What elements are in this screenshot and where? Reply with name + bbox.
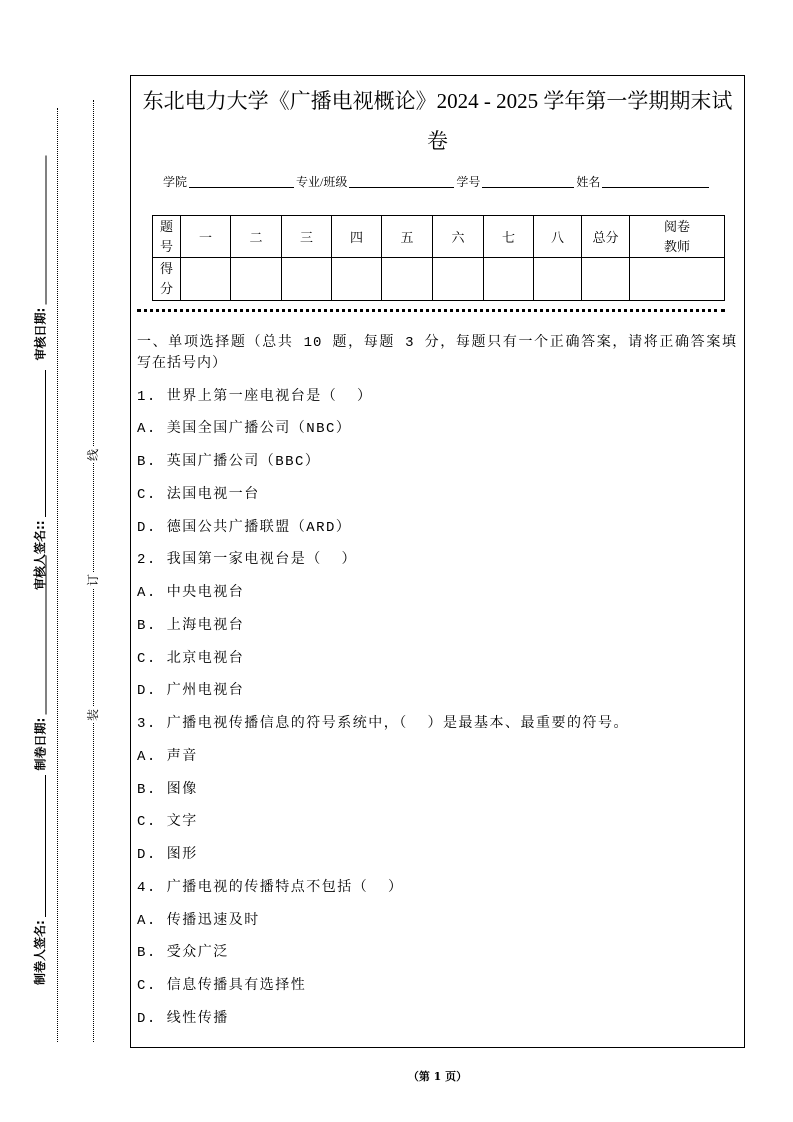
header-cell: 总分 [582,216,630,258]
question-stem: 3. 广播电视传播信息的符号系统中，（ ）是最基本、最重要的符号。 [137,716,630,733]
option-d: D. 德国公共广播联盟（ARD） [137,519,352,536]
score-table-score-row [153,258,725,301]
score-cell [181,258,231,301]
student-id-label: 学号 [456,175,481,189]
option-b: B. 英国广播公司（BBC） [137,454,321,471]
score-row-label-cell [153,258,181,301]
compile-date-line [45,555,46,714]
college-blank [189,187,294,188]
header-cell [153,216,181,258]
major-class-label: 专业/班级 [296,175,348,189]
score-table [152,215,725,301]
option-d: D. 线性传播 [137,1010,229,1027]
option-b: B. 受众广泛 [137,945,229,962]
question-4 [137,872,737,1036]
option-b: B. 上海电视台 [137,617,245,634]
score-cell [282,258,332,301]
header-cell: 四 [332,216,382,258]
compile-date-label: 制卷日期: [33,717,47,770]
question-stem: 1. 世界上第一座电视台是（ ） [137,388,373,405]
exam-paper [130,75,745,1048]
score-cell [484,258,534,301]
name-blank [602,187,709,188]
header-cell: 五 [382,216,433,258]
header-cell [630,216,725,258]
exam-title-line-1: 东北电力大学《广播电视概论》2024 - 2025 学年第一学期期末试 [142,89,733,113]
review-date-line [45,155,46,304]
option-d: D. 广州电视台 [137,683,245,700]
option-a: A. 传播迅速及时 [137,912,260,929]
option-a: A. 声音 [137,748,198,765]
compiler-signature-label: 制卷人签名: [33,920,47,985]
section-heading-line-2: 写在括号内） [137,355,227,372]
reviewer-signature-line [45,370,46,517]
binding-mark: 订 [86,574,100,587]
score-cell [630,258,725,301]
question-list [137,381,737,1036]
binding-mark: 装 [86,709,100,722]
header-cell: 六 [433,216,484,258]
score-cell [231,258,282,301]
score-cell [582,258,630,301]
exam-title-line-2: 卷 [427,129,448,153]
option-c: C. 北京电视台 [137,650,245,667]
compiler-signature-line [45,775,46,917]
review-date-label: 审核日期: [33,307,47,360]
option-a: A. 美国全国广播公司（NBC） [137,421,352,438]
score-cell [433,258,484,301]
score-cell [534,258,582,301]
header-cell: 三 [282,216,332,258]
header-cell: 七 [484,216,534,258]
student-id-blank [482,187,574,188]
header-cell-text: 阅卷教师 [664,218,691,254]
option-c: C. 信息传播具有选择性 [137,978,307,995]
header-cell-text: 题号 [160,218,174,254]
compile-date-field [32,555,48,770]
option-a: A. 中央电视台 [137,585,245,602]
score-cell [332,258,382,301]
binding-line [93,100,94,1042]
option-b: B. 图像 [137,781,198,798]
page-number: （第 1 页） [407,1070,468,1083]
question-3 [137,708,737,872]
outer-cut-line [57,108,58,1042]
name-label: 姓名 [576,175,601,189]
review-date-field [32,155,48,360]
section-heading [137,333,737,375]
dotted-separator [137,309,725,312]
question-stem: 4. 广播电视的传播特点不包括（ ） [137,879,404,896]
section-heading-line-1: 一、单项选择题（总共 10 题，每题 3 分，每题只有一个正确答案，请将正确答案填 [137,334,737,351]
college-label: 学院 [163,175,188,189]
binding-mark: 线 [86,449,100,462]
score-cell [382,258,433,301]
header-cell: 二 [231,216,282,258]
question-2 [137,544,737,708]
question-1 [137,381,737,545]
header-cell: 八 [534,216,582,258]
reviewer-signature-label: 审核人签名:: [33,520,47,590]
option-c: C. 法国电视一台 [137,486,260,503]
student-info-row [163,174,711,190]
option-d: D. 图形 [137,847,198,864]
score-row-label: 得分 [160,261,174,296]
compiler-signature-field [32,775,48,985]
option-c: C. 文字 [137,814,198,831]
header-cell: 一 [181,216,231,258]
major-class-blank [349,187,454,188]
question-stem: 2. 我国第一家电视台是（ ） [137,552,358,569]
score-table-header-row [153,216,725,258]
